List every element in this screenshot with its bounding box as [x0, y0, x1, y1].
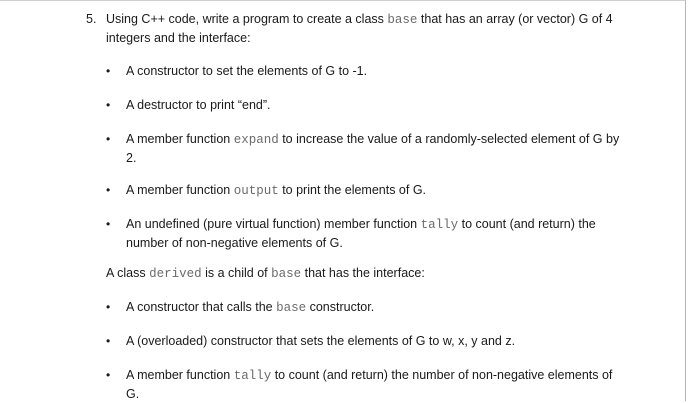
bullet-icon: • — [106, 98, 111, 112]
item-text: A member function — [126, 368, 231, 382]
bullet-icon: • — [106, 300, 111, 314]
derived-intro — [106, 264, 626, 283]
item-text: A destructor to print “end”. — [126, 98, 271, 112]
code-base: base — [276, 301, 307, 315]
question-line2: integers and the interface: — [106, 31, 251, 45]
derived-intro-pre: A class — [106, 266, 146, 280]
derived-intro-mid: is a child of — [205, 266, 268, 280]
question-line1-pre: Using C++ code, write a program to create a class — [106, 12, 384, 26]
item-text: constructor. — [309, 300, 375, 314]
item-text: A constructor to set the elements of G to -1. — [126, 64, 368, 78]
item-text: to increase the value of a randomly-selected element of G by 2. — [126, 132, 620, 165]
item-text: A (overloaded) constructor that sets the elements of G to w, x, y and z. — [126, 334, 516, 348]
item-text: An undefined (pure virtual function) member function — [126, 217, 418, 231]
bullet-icon: • — [106, 334, 111, 348]
question-line1-post: that has an array (or vector) G of 4 — [420, 12, 613, 26]
code-tally: tally — [420, 218, 459, 232]
item-text: to print the elements of G. — [282, 183, 427, 197]
item-text: A member function — [126, 183, 231, 197]
bullet-icon: • — [106, 368, 111, 382]
item-text: to count (and return) the number of non-negative elements of G. — [126, 368, 613, 401]
item-text: A constructor that calls the — [126, 300, 273, 314]
bullet-icon: • — [106, 64, 111, 78]
derived-intro-post: that has the interface: — [304, 266, 425, 280]
code-base: base — [387, 13, 418, 27]
code-output: output — [233, 184, 279, 198]
code-base: base — [271, 267, 302, 281]
item-text: to count (and return) the number of non-negative elements of G. — [126, 217, 596, 250]
bullet-icon: • — [106, 183, 111, 197]
bullet-icon: • — [106, 132, 111, 146]
question-number: 5. — [86, 12, 97, 26]
code-derived: derived — [149, 267, 202, 281]
item-text: A member function — [126, 132, 231, 146]
code-tally: tally — [233, 369, 272, 383]
bullet-icon: • — [106, 217, 111, 231]
question-text — [106, 10, 646, 47]
code-expand: expand — [233, 133, 279, 147]
